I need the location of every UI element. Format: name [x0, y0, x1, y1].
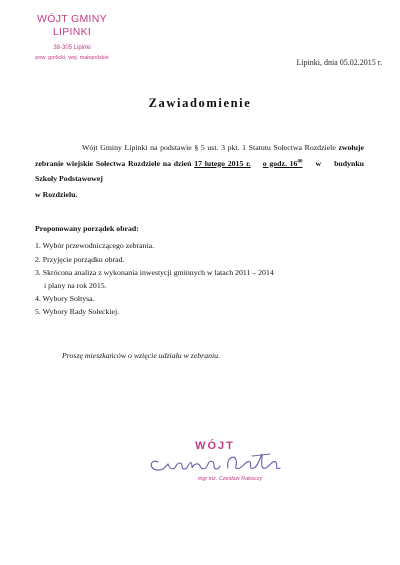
agenda-item: 2. Przyjęcie porządku obrad. — [35, 254, 125, 264]
handwritten-signature — [140, 440, 300, 480]
meeting-time — [263, 159, 303, 168]
meeting-place-prefix: w — [315, 158, 322, 168]
signature-title: WÓJT — [195, 440, 235, 452]
closing-request: Proszę mieszkańców o wzięcie udziału w zebraniu. — [62, 351, 221, 360]
agenda-item-continuation: i plany na rok 2015. — [44, 280, 107, 290]
signature-block — [140, 440, 300, 492]
stamp-region: pow. gorlicki, woj. małopolskie — [35, 55, 109, 61]
stamp-postal-code: 38-305 Lipinki — [53, 45, 91, 51]
agenda-item: 3. Skrócona analiza z wykonania inwestycji gminnych w latach 2011 – 2014 — [35, 268, 274, 277]
agenda — [35, 223, 365, 319]
agenda-list — [35, 239, 365, 319]
meeting-date: 17 lutego 2015 r. — [194, 158, 251, 168]
document-title: Zawiadomienie — [148, 96, 252, 110]
notice-paragraph — [35, 140, 364, 202]
meeting-place: budynku Szkoły Podstawowej — [35, 158, 364, 183]
agenda-item: 1. Wybór przewodniczącego zebrania. — [35, 241, 155, 250]
meeting-time-text: o godz. 16 — [262, 158, 298, 168]
signatory-name: mgr inż. Czesław Rakoczy — [197, 476, 263, 482]
office-stamp — [18, 13, 126, 62]
agenda-item: 4. Wybory Sołtysa. — [35, 293, 95, 303]
meeting-place-town: w Rozdzielu. — [35, 189, 78, 199]
notice-body — [35, 140, 364, 202]
agenda-heading: Proponowany porządek obrad: — [35, 224, 139, 233]
notice-intro: Wójt Gminy Lipinki na podstawie § 5 ust. 3 pkt. 1 Statutu Sołectwa Rozdziele — [82, 143, 339, 152]
agenda-item: 5. Wybory Rady Sołeckiej. — [35, 307, 120, 316]
date-line: Lipinki, dnia 05.02.2015 r. — [296, 58, 382, 67]
meeting-time-minutes: 00 — [297, 158, 303, 164]
stamp-title: WÓJT GMINY LIPINKI — [37, 13, 107, 38]
notice-convocation: zwołuje zebranie wiejskie Sołectwa Rozdziele na dzień — [35, 143, 364, 168]
